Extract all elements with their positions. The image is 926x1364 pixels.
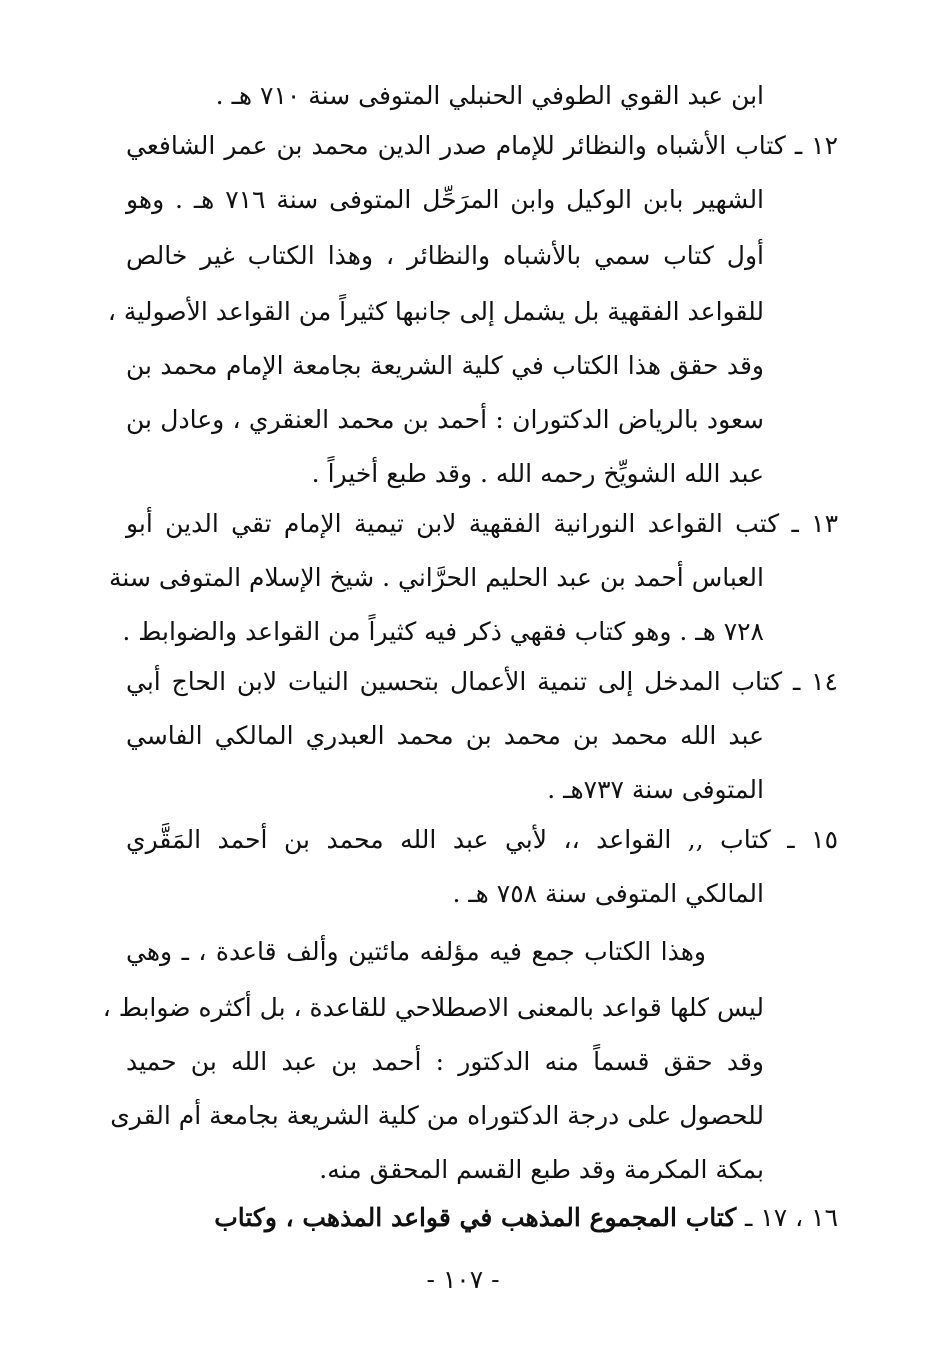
paragraph-first-line: وهذا الكتاب جمع فيه مؤلفه مائتين وألف قاعدة ، ـ وهي bbox=[126, 937, 706, 966]
text-line: المتوفى سنة ٧٣٧هـ . bbox=[547, 775, 764, 804]
item-number: ١٢ ـ bbox=[794, 131, 838, 160]
text-line: عبد الله محمد بن محمد بن محمد العبدري المالكي الفاسي bbox=[126, 721, 764, 750]
list-item-14-first-line: ١٤ ـ كتاب المدخل إلى تنمية الأعمال بتحسين النيات لابن الحاج أبي bbox=[126, 667, 838, 696]
text-line: الشهير بابن الوكيل وابن المرَحِّل المتوفى سنة ٧١٦ هـ . وهو bbox=[126, 185, 765, 214]
text-line: العباس أحمد بن عبد الحليم الحرَّاني . شيخ الإسلام المتوفى سنة bbox=[109, 563, 764, 592]
text-line: ليس كلها قواعد بالمعنى الاصطلاحي للقاعدة ، بل أكثره ضوابط ، bbox=[102, 993, 764, 1022]
text-line: المالكي المتوفى سنة ٧٥٨ هـ . bbox=[452, 879, 764, 908]
text-line: عبد الله الشويِّخ رحمه الله . وقد طبع أخيراً . bbox=[311, 459, 764, 488]
text-line: سعود بالرياض الدكتوران : أحمد بن محمد العنقري ، وعادل بن bbox=[126, 405, 764, 434]
text-line: وقد حقق قسماً منه الدكتور : أحمد بن عبد الله بن حميد bbox=[126, 1047, 764, 1076]
item-number: ١٥ ـ bbox=[787, 825, 838, 854]
item-number: ١٦ ، ١٧ ـ bbox=[745, 1203, 838, 1232]
list-item-16-17-first-line: ١٦ ، ١٧ ـ كتاب المجموع المذهب في قواعد المذهب ، وكتاب bbox=[214, 1203, 838, 1232]
list-item-12-first-line: ١٢ ـ كتاب الأشباه والنظائر للإمام صدر الدين محمد بن عمر الشافعي bbox=[126, 131, 838, 160]
list-item-15-first-line: ١٥ ـ كتاب ,, القواعد ،، لأبي عبد الله محمد بن أحمد المَقَّري bbox=[126, 825, 838, 854]
text-line: للحصول على درجة الدكتوراه من كلية الشريعة بجامعة أم القرى bbox=[110, 1101, 764, 1130]
text-line: بمكة المكرمة وقد طبع القسم المحقق منه. bbox=[319, 1155, 764, 1184]
text-line: للقواعد الفقهية بل يشمل إلى جانبها كثيراً من القواعد الأصولية ، bbox=[107, 297, 764, 326]
text-line: وقد حقق هذا الكتاب في كلية الشريعة بجامعة الإمام محمد بن bbox=[126, 351, 764, 380]
list-item-13-first-line: ١٣ ـ كتب القواعد النورانية الفقهية لابن تيمية الإمام تقي الدين أبو bbox=[126, 509, 838, 538]
text-line: ابن عبد القوي الطوفي الحنبلي المتوفى سنة ٧١٠ هـ . bbox=[215, 81, 764, 110]
item-number: ١٣ ـ bbox=[791, 509, 838, 538]
page-number: - ١٠٧ - bbox=[426, 1265, 500, 1294]
text-line: ٧٢٨ هـ . وهو كتاب فقهي ذكر فيه كثيراً من القواعد والضوابط . bbox=[122, 617, 764, 646]
text-line: أول كتاب سمي بالأشباه والنظائر ، وهذا الكتاب غير خالص bbox=[126, 241, 764, 270]
item-number: ١٤ ـ bbox=[792, 667, 838, 696]
